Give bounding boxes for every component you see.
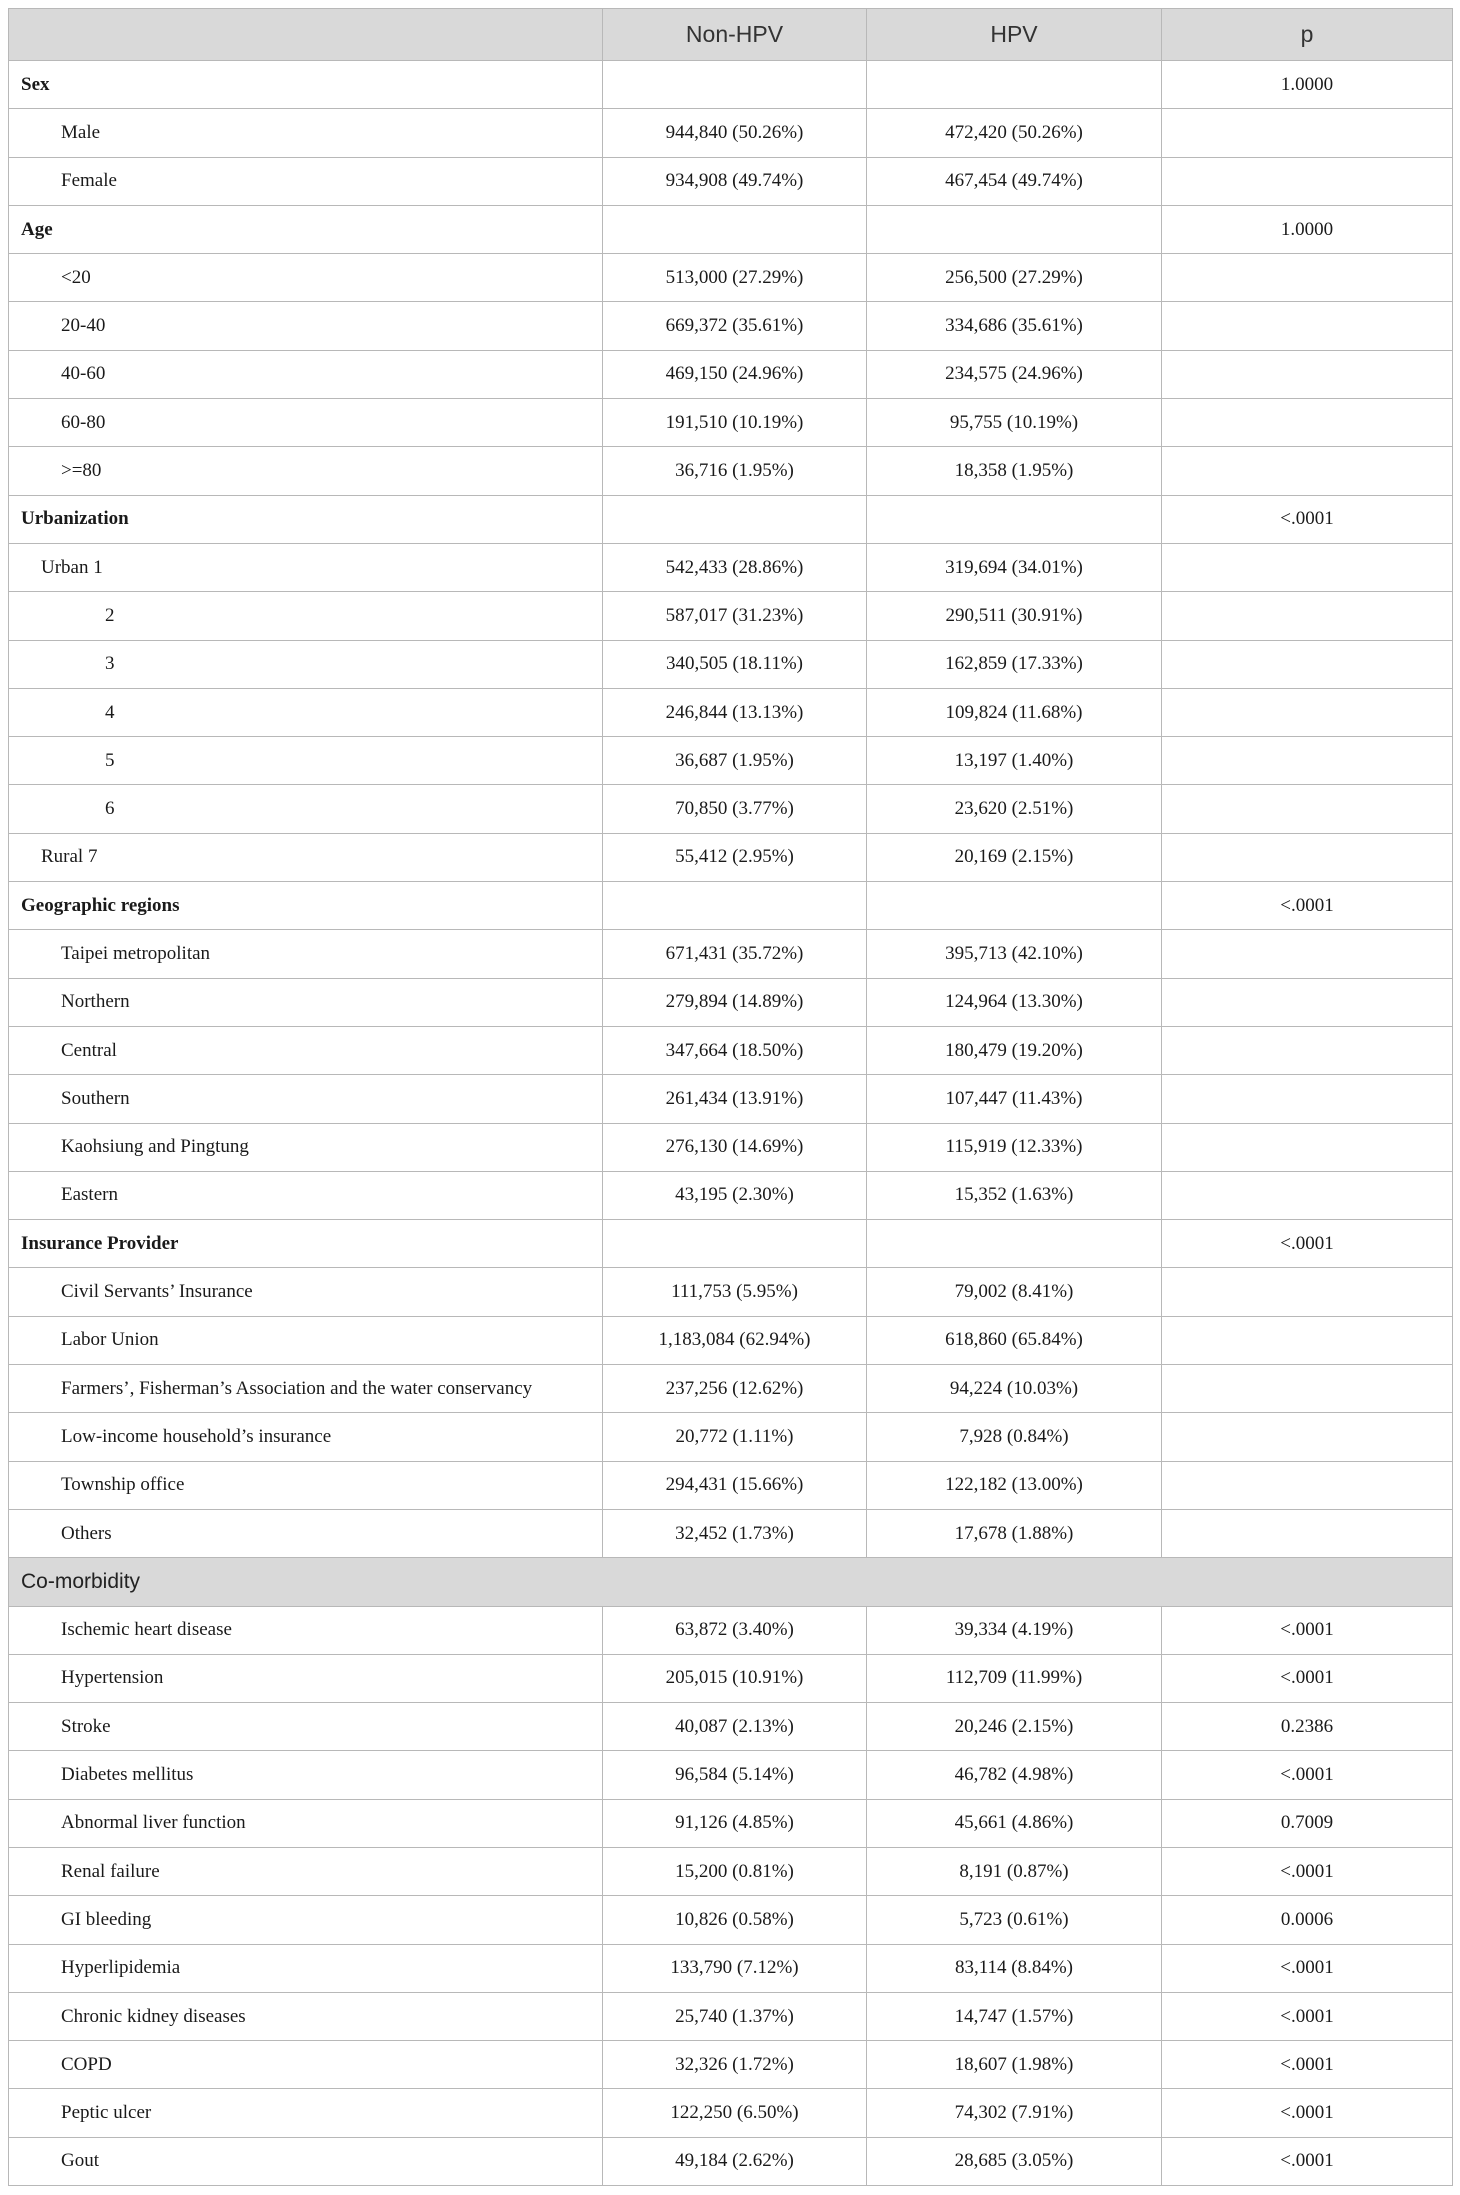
row-label: Township office — [9, 1461, 603, 1509]
p-value — [1162, 1461, 1453, 1509]
row-label: 60-80 — [9, 399, 603, 447]
hpv-value: 290,511 (30.91%) — [867, 592, 1162, 640]
row-label: Rural 7 — [9, 833, 603, 881]
row-label: Hypertension — [9, 1654, 603, 1702]
hpv-value: 472,420 (50.26%) — [867, 109, 1162, 157]
non-hpv-value — [603, 1220, 867, 1268]
non-hpv-value: 669,372 (35.61%) — [603, 302, 867, 350]
hpv-value: 18,358 (1.95%) — [867, 447, 1162, 495]
table-row — [9, 543, 1453, 591]
non-hpv-value: 36,687 (1.95%) — [603, 737, 867, 785]
table-body — [9, 61, 1453, 2186]
p-value — [1162, 1026, 1453, 1074]
hpv-value — [867, 882, 1162, 930]
row-label: Gout — [9, 2137, 603, 2185]
table-row — [9, 1896, 1453, 1944]
non-hpv-value: 32,452 (1.73%) — [603, 1509, 867, 1557]
table-row — [9, 1075, 1453, 1123]
hpv-value: 122,182 (13.00%) — [867, 1461, 1162, 1509]
group-row — [9, 495, 1453, 543]
table-row — [9, 1847, 1453, 1895]
p-value — [1162, 109, 1453, 157]
p-value: <.0001 — [1162, 882, 1453, 930]
header-hpv: HPV — [867, 9, 1162, 61]
table-row — [9, 1799, 1453, 1847]
table-row — [9, 737, 1453, 785]
non-hpv-value: 469,150 (24.96%) — [603, 350, 867, 398]
row-label: <20 — [9, 254, 603, 302]
table-row — [9, 688, 1453, 736]
p-value — [1162, 1509, 1453, 1557]
hpv-value — [867, 495, 1162, 543]
p-value — [1162, 688, 1453, 736]
row-label: 5 — [9, 737, 603, 785]
hpv-value: 115,919 (12.33%) — [867, 1123, 1162, 1171]
non-hpv-value: 36,716 (1.95%) — [603, 447, 867, 495]
hpv-value: 13,197 (1.40%) — [867, 737, 1162, 785]
non-hpv-value: 347,664 (18.50%) — [603, 1026, 867, 1074]
p-value — [1162, 592, 1453, 640]
table-row — [9, 640, 1453, 688]
non-hpv-value: 55,412 (2.95%) — [603, 833, 867, 881]
table-row — [9, 1026, 1453, 1074]
p-value — [1162, 1268, 1453, 1316]
hpv-value: 467,454 (49.74%) — [867, 157, 1162, 205]
row-label: Others — [9, 1509, 603, 1557]
table-row — [9, 785, 1453, 833]
p-value: <.0001 — [1162, 1654, 1453, 1702]
hpv-value: 618,860 (65.84%) — [867, 1316, 1162, 1364]
p-value — [1162, 254, 1453, 302]
group-row — [9, 205, 1453, 253]
row-label: Southern — [9, 1075, 603, 1123]
non-hpv-value: 513,000 (27.29%) — [603, 254, 867, 302]
p-value — [1162, 399, 1453, 447]
table-row — [9, 1703, 1453, 1751]
table-row — [9, 833, 1453, 881]
p-value — [1162, 785, 1453, 833]
non-hpv-value: 191,510 (10.19%) — [603, 399, 867, 447]
hpv-value: 94,224 (10.03%) — [867, 1365, 1162, 1413]
row-label: Chronic kidney diseases — [9, 1992, 603, 2040]
table-row — [9, 157, 1453, 205]
p-value: <.0001 — [1162, 1847, 1453, 1895]
non-hpv-value: 276,130 (14.69%) — [603, 1123, 867, 1171]
table-row — [9, 1413, 1453, 1461]
group-row — [9, 882, 1453, 930]
row-label: >=80 — [9, 447, 603, 495]
row-label: Peptic ulcer — [9, 2089, 603, 2137]
row-label: Female — [9, 157, 603, 205]
table-row — [9, 447, 1453, 495]
table-row — [9, 1268, 1453, 1316]
row-label: Insurance Provider — [9, 1220, 603, 1268]
table-row — [9, 2137, 1453, 2185]
hpv-value: 14,747 (1.57%) — [867, 1992, 1162, 2040]
hpv-value: 8,191 (0.87%) — [867, 1847, 1162, 1895]
table-row — [9, 1123, 1453, 1171]
non-hpv-value: 96,584 (5.14%) — [603, 1751, 867, 1799]
p-value — [1162, 1171, 1453, 1219]
non-hpv-value: 49,184 (2.62%) — [603, 2137, 867, 2185]
p-value — [1162, 543, 1453, 591]
table-row — [9, 2041, 1453, 2089]
p-value: <.0001 — [1162, 1992, 1453, 2040]
p-value — [1162, 302, 1453, 350]
hpv-value — [867, 61, 1162, 109]
non-hpv-value: 25,740 (1.37%) — [603, 1992, 867, 2040]
hpv-value: 23,620 (2.51%) — [867, 785, 1162, 833]
hpv-value: 46,782 (4.98%) — [867, 1751, 1162, 1799]
hpv-value: 28,685 (3.05%) — [867, 2137, 1162, 2185]
table-row — [9, 399, 1453, 447]
table-row — [9, 1992, 1453, 2040]
hpv-value: 17,678 (1.88%) — [867, 1509, 1162, 1557]
non-hpv-value: 542,433 (28.86%) — [603, 543, 867, 591]
table-row — [9, 350, 1453, 398]
section-row — [9, 1558, 1453, 1606]
non-hpv-value — [603, 205, 867, 253]
non-hpv-value: 279,894 (14.89%) — [603, 978, 867, 1026]
row-label: Taipei metropolitan — [9, 930, 603, 978]
row-label: Urban 1 — [9, 543, 603, 591]
hpv-value: 83,114 (8.84%) — [867, 1944, 1162, 1992]
hpv-value: 95,755 (10.19%) — [867, 399, 1162, 447]
section-label: Co-morbidity — [9, 1558, 1453, 1606]
table-row — [9, 254, 1453, 302]
hpv-value: 256,500 (27.29%) — [867, 254, 1162, 302]
hpv-value: 20,169 (2.15%) — [867, 833, 1162, 881]
non-hpv-value: 671,431 (35.72%) — [603, 930, 867, 978]
row-label: Stroke — [9, 1703, 603, 1751]
table-row — [9, 1171, 1453, 1219]
row-label: 3 — [9, 640, 603, 688]
table-row — [9, 1316, 1453, 1364]
row-label: COPD — [9, 2041, 603, 2089]
non-hpv-value: 70,850 (3.77%) — [603, 785, 867, 833]
non-hpv-value: 15,200 (0.81%) — [603, 1847, 867, 1895]
hpv-value: 162,859 (17.33%) — [867, 640, 1162, 688]
non-hpv-value: 43,195 (2.30%) — [603, 1171, 867, 1219]
non-hpv-value: 261,434 (13.91%) — [603, 1075, 867, 1123]
p-value — [1162, 930, 1453, 978]
table-row — [9, 1509, 1453, 1557]
table-container — [8, 8, 1452, 2186]
p-value — [1162, 1075, 1453, 1123]
header-label-column — [9, 9, 603, 61]
p-value — [1162, 1123, 1453, 1171]
p-value: 1.0000 — [1162, 205, 1453, 253]
p-value: <.0001 — [1162, 1606, 1453, 1654]
row-label: Age — [9, 205, 603, 253]
table-row — [9, 1365, 1453, 1413]
hpv-value: 45,661 (4.86%) — [867, 1799, 1162, 1847]
p-value: 0.2386 — [1162, 1703, 1453, 1751]
non-hpv-value: 133,790 (7.12%) — [603, 1944, 867, 1992]
non-hpv-value: 63,872 (3.40%) — [603, 1606, 867, 1654]
non-hpv-value: 944,840 (50.26%) — [603, 109, 867, 157]
row-label: Civil Servants’ Insurance — [9, 1268, 603, 1316]
hpv-value: 39,334 (4.19%) — [867, 1606, 1162, 1654]
hpv-value: 109,824 (11.68%) — [867, 688, 1162, 736]
hpv-value: 5,723 (0.61%) — [867, 1896, 1162, 1944]
row-label: 20-40 — [9, 302, 603, 350]
hpv-value — [867, 1220, 1162, 1268]
non-hpv-value: 205,015 (10.91%) — [603, 1654, 867, 1702]
non-hpv-value: 934,908 (49.74%) — [603, 157, 867, 205]
hpv-value: 334,686 (35.61%) — [867, 302, 1162, 350]
row-label: Diabetes mellitus — [9, 1751, 603, 1799]
non-hpv-value: 237,256 (12.62%) — [603, 1365, 867, 1413]
p-value — [1162, 1316, 1453, 1364]
p-value — [1162, 737, 1453, 785]
row-label: Male — [9, 109, 603, 157]
row-label: Eastern — [9, 1171, 603, 1219]
p-value: 0.7009 — [1162, 1799, 1453, 1847]
p-value — [1162, 978, 1453, 1026]
non-hpv-value: 122,250 (6.50%) — [603, 2089, 867, 2137]
non-hpv-value: 246,844 (13.13%) — [603, 688, 867, 736]
table-row — [9, 978, 1453, 1026]
p-value: <.0001 — [1162, 2137, 1453, 2185]
p-value: <.0001 — [1162, 1220, 1453, 1268]
header-non-hpv: Non-HPV — [603, 9, 867, 61]
header-p-value: p — [1162, 9, 1453, 61]
baseline-characteristics-table — [8, 8, 1453, 2186]
p-value — [1162, 1365, 1453, 1413]
hpv-value: 107,447 (11.43%) — [867, 1075, 1162, 1123]
table-row — [9, 1461, 1453, 1509]
hpv-value: 180,479 (19.20%) — [867, 1026, 1162, 1074]
non-hpv-value: 340,505 (18.11%) — [603, 640, 867, 688]
row-label: 4 — [9, 688, 603, 736]
table-row — [9, 1944, 1453, 1992]
row-label: Ischemic heart disease — [9, 1606, 603, 1654]
non-hpv-value: 294,431 (15.66%) — [603, 1461, 867, 1509]
group-row — [9, 61, 1453, 109]
row-label: 6 — [9, 785, 603, 833]
hpv-value: 319,694 (34.01%) — [867, 543, 1162, 591]
table-row — [9, 1654, 1453, 1702]
non-hpv-value: 111,753 (5.95%) — [603, 1268, 867, 1316]
p-value — [1162, 640, 1453, 688]
non-hpv-value: 91,126 (4.85%) — [603, 1799, 867, 1847]
p-value: <.0001 — [1162, 1944, 1453, 1992]
table-row — [9, 592, 1453, 640]
hpv-value: 124,964 (13.30%) — [867, 978, 1162, 1026]
hpv-value — [867, 205, 1162, 253]
p-value: <.0001 — [1162, 2089, 1453, 2137]
row-label: Low-income household’s insurance — [9, 1413, 603, 1461]
row-label: Central — [9, 1026, 603, 1074]
p-value: <.0001 — [1162, 2041, 1453, 2089]
non-hpv-value: 1,183,084 (62.94%) — [603, 1316, 867, 1364]
p-value: 1.0000 — [1162, 61, 1453, 109]
table-row — [9, 109, 1453, 157]
table-row — [9, 2089, 1453, 2137]
row-label: Farmers’, Fisherman’s Association and the water conservancy — [9, 1365, 603, 1413]
row-label: Sex — [9, 61, 603, 109]
hpv-value: 79,002 (8.41%) — [867, 1268, 1162, 1316]
hpv-value: 395,713 (42.10%) — [867, 930, 1162, 978]
hpv-value: 18,607 (1.98%) — [867, 2041, 1162, 2089]
table-header — [9, 9, 1453, 61]
row-label: GI bleeding — [9, 1896, 603, 1944]
hpv-value: 112,709 (11.99%) — [867, 1654, 1162, 1702]
p-value — [1162, 447, 1453, 495]
hpv-value: 7,928 (0.84%) — [867, 1413, 1162, 1461]
row-label: Northern — [9, 978, 603, 1026]
table-row — [9, 930, 1453, 978]
non-hpv-value: 20,772 (1.11%) — [603, 1413, 867, 1461]
p-value: 0.0006 — [1162, 1896, 1453, 1944]
p-value — [1162, 1413, 1453, 1461]
non-hpv-value: 587,017 (31.23%) — [603, 592, 867, 640]
p-value — [1162, 350, 1453, 398]
hpv-value: 20,246 (2.15%) — [867, 1703, 1162, 1751]
hpv-value: 15,352 (1.63%) — [867, 1171, 1162, 1219]
non-hpv-value — [603, 495, 867, 543]
non-hpv-value: 32,326 (1.72%) — [603, 2041, 867, 2089]
non-hpv-value — [603, 61, 867, 109]
row-label: 40-60 — [9, 350, 603, 398]
header-row — [9, 9, 1453, 61]
group-row — [9, 1220, 1453, 1268]
row-label: Kaohsiung and Pingtung — [9, 1123, 603, 1171]
table-row — [9, 1751, 1453, 1799]
row-label: 2 — [9, 592, 603, 640]
row-label: Renal failure — [9, 1847, 603, 1895]
row-label: Labor Union — [9, 1316, 603, 1364]
table-row — [9, 302, 1453, 350]
non-hpv-value: 40,087 (2.13%) — [603, 1703, 867, 1751]
p-value: <.0001 — [1162, 1751, 1453, 1799]
non-hpv-value — [603, 882, 867, 930]
hpv-value: 74,302 (7.91%) — [867, 2089, 1162, 2137]
row-label: Hyperlipidemia — [9, 1944, 603, 1992]
row-label: Urbanization — [9, 495, 603, 543]
p-value — [1162, 157, 1453, 205]
hpv-value: 234,575 (24.96%) — [867, 350, 1162, 398]
non-hpv-value: 10,826 (0.58%) — [603, 1896, 867, 1944]
table-row — [9, 1606, 1453, 1654]
row-label: Geographic regions — [9, 882, 603, 930]
p-value: <.0001 — [1162, 495, 1453, 543]
p-value — [1162, 833, 1453, 881]
row-label: Abnormal liver function — [9, 1799, 603, 1847]
